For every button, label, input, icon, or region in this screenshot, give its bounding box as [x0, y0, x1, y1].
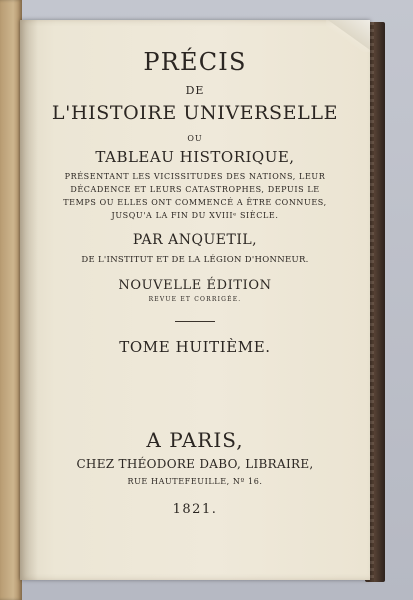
publication-city: A PARIS, [146, 428, 244, 452]
edition-label: NOUVELLE ÉDITION [118, 278, 272, 293]
title-connector-de: DE [185, 84, 205, 97]
title-connector-ou: OU [187, 134, 203, 143]
publisher-address: RUE HAUTEFEUILLE, Nº 16. [127, 477, 263, 486]
title-page-text [20, 20, 370, 580]
author-affiliation: DE L'INSTITUT ET DE LA LÉGION D'HONNEUR. [81, 255, 309, 265]
gutter-shadow [20, 20, 38, 580]
subtitle-line: TEMPS OU ELLES ONT COMMENCÉ A ÊTRE CONNUES, [63, 198, 327, 207]
subtitle-line: DÉCADENCE ET LEURS CATASTROPHES, DEPUIS LE [70, 185, 320, 194]
divider-rule [175, 321, 215, 322]
publisher-name: CHEZ THÉODORE DABO, LIBRAIRE, [76, 457, 314, 471]
volume-label: TOME HUITIÈME. [119, 338, 271, 356]
book-alt-title: TABLEAU HISTORIQUE, [95, 148, 295, 166]
author-name: PAR ANQUETIL, [132, 232, 258, 248]
book-subject: L'HISTOIRE UNIVERSELLE [51, 102, 339, 124]
subtitle-line: PRÉSENTANT LES VICISSITUDES DES NATIONS, LEUR [64, 172, 326, 181]
publication-year: 1821. [172, 502, 218, 517]
book-left-cover [0, 0, 22, 600]
book-title: PRÉCIS [143, 48, 247, 76]
edition-note: REVUE ET CORRIGÉE. [148, 296, 242, 303]
title-page [20, 20, 370, 580]
subtitle-line: JUSQU'A LA FIN DU XVIIIᵉ SIÈCLE. [111, 211, 279, 220]
